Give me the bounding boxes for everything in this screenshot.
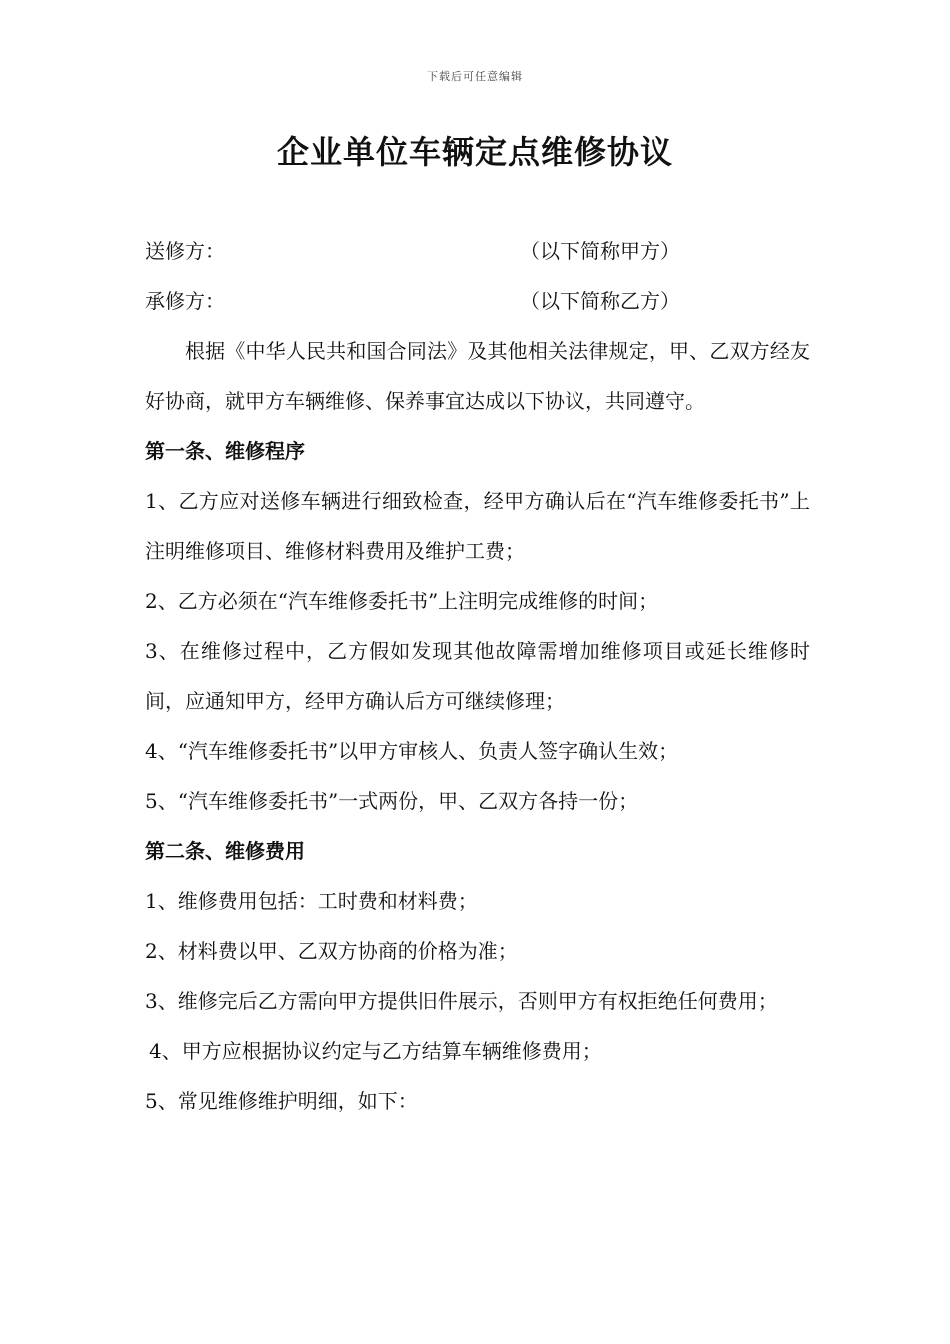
party-repairer-label: 承修方： — [145, 289, 225, 313]
party-sender-line — [145, 226, 810, 276]
section-1-item: 3、在维修过程中，乙方假如发现其他故障需增加维修项目或延长维修时间，应通知甲方，经甲方确认后方可继续修理； — [145, 639, 810, 713]
header-note: 下载后可任意编辑 — [427, 70, 523, 83]
section-2-item: 1、维修费用包括：工时费和材料费； — [145, 889, 478, 913]
intro-paragraph: 根据《中华人民共和国合同法》及其他相关法律规定，甲、乙双方经友好协商，就甲方车辆维修、保养事宜达成以下协议，共同遵守。 — [145, 339, 810, 413]
section-1-item: 1、乙方应对送修车辆进行细致检查，经甲方确认后在“汽车维修委托书”上注明维修项目、维修材料费用及维护工费； — [145, 489, 810, 563]
section-2-heading: 第二条、维修费用 — [145, 839, 305, 863]
section-1-item: 4、“汽车维修委托书”以甲方审核人、负责人签字确认生效； — [145, 739, 679, 763]
section-1-item: 2、乙方必须在“汽车维修委托书”上注明完成维修的时间； — [145, 589, 659, 613]
party-repairer-line — [145, 276, 810, 326]
section-2-item: 3、维修完后乙方需向甲方提供旧件展示，否则甲方有权拒绝任何费用； — [145, 989, 778, 1013]
section-1-heading: 第一条、维修程序 — [145, 439, 305, 463]
section-2-item: 4、甲方应根据协议约定与乙方结算车辆维修费用； — [149, 1039, 602, 1063]
document-body — [145, 226, 810, 1126]
party-sender-note: （以下简称甲方） — [520, 239, 680, 263]
document-title: 企业单位车辆定点维修协议 — [276, 133, 673, 171]
section-2-item: 2、材料费以甲、乙双方协商的价格为准； — [145, 939, 518, 963]
section-1-item: 5、“汽车维修委托书”一式两份，甲、乙双方各持一份； — [145, 789, 639, 813]
party-repairer-note: （以下简称乙方） — [520, 289, 680, 313]
party-sender-label: 送修方： — [145, 239, 225, 263]
section-2-item: 5、常见维修维护明细，如下： — [145, 1089, 418, 1113]
